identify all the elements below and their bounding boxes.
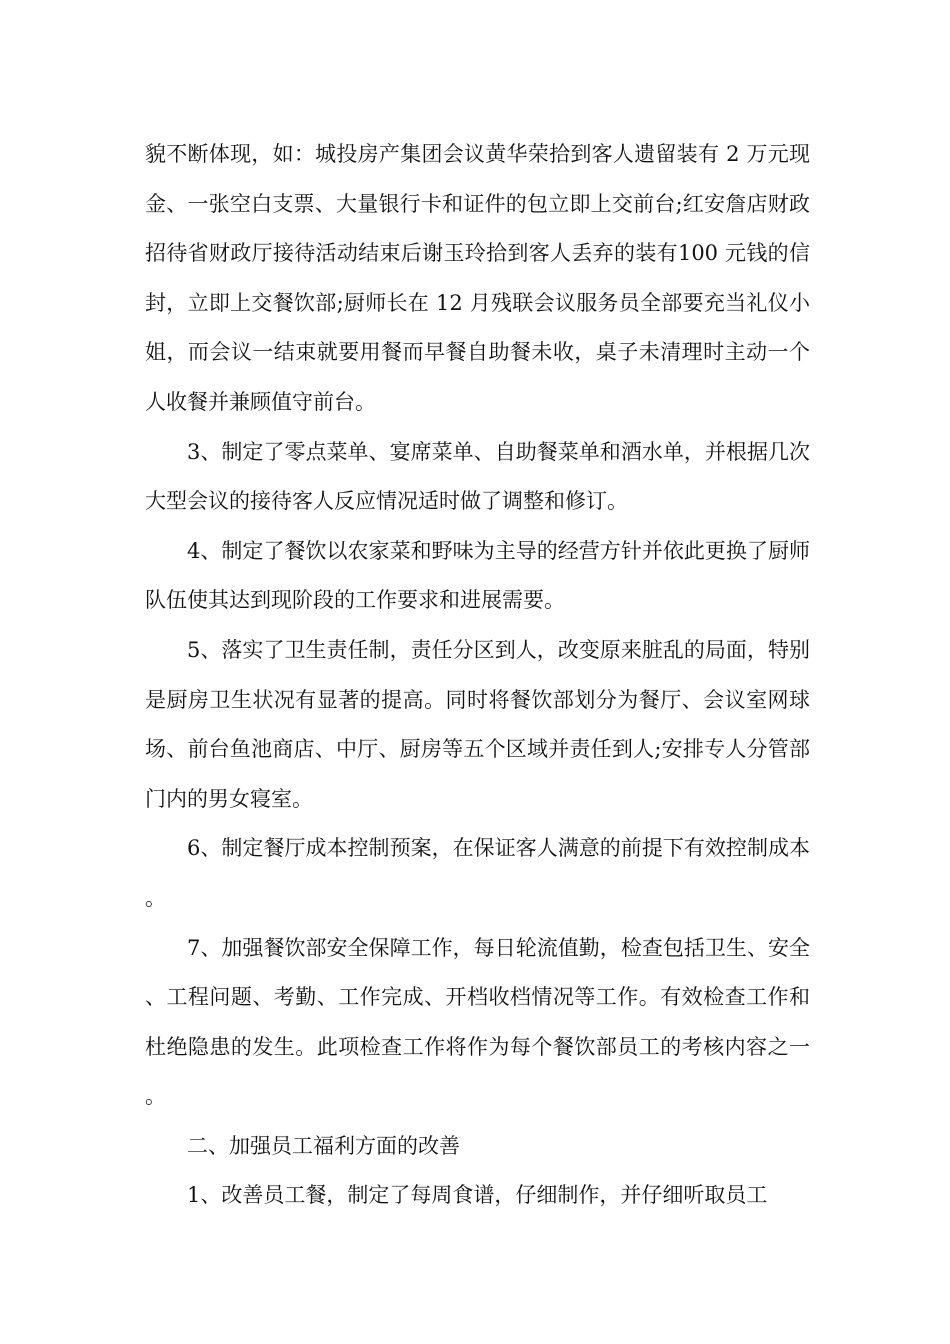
paragraph-item-4: 4、制定了餐饮以农家菜和野味为主导的经营方针并依此更换了厨师队伍使其达到现阶段的工作要求和进展需要。 <box>145 538 810 613</box>
paragraph-continuation: 貌不断体现，如：城投房产集团会议黄华荣拾到客人遗留装有 2 万元现金、一张空白支票、大量银行卡和证件的包立即上交前台;红安詹店财政招待省财政厅接待活动结束后谢玉玲拾到客人丢弃的装有100 元钱的信封，立即上交餐饮部;厨师长在 12 月残联会议服务员全部要充当礼仪小姐，而会议一结束就要用餐而早餐自助餐未收，桌子未清理时主动一个人收餐并兼顾值守前台。 <box>145 142 810 414</box>
paragraph-item-3: 3、制定了零点菜单、宴席菜单、自助餐菜单和酒水单，并根据几次大型会议的接待客人反应情况适时做了调整和修订。 <box>145 439 810 514</box>
paragraph-item-6: 6、制定餐厅成本控制预案，在保证客人满意的前提下有效控制成本。 <box>145 836 810 910</box>
paragraph-item-5: 5、落实了卫生责任制，责任分区到人，改变原来脏乱的局面，特别是厨房卫生状况有显著的提高。同时将餐饮部划分为餐厅、会议室网球场、前台鱼池商店、中厅、厨房等五个区域并责任到人;安排专人分管部门内的男女寝室。 <box>145 637 810 811</box>
paragraph-item-1: 1、改善员工餐，制定了每周食谱，仔细制作，并仔细听取员工 <box>187 1183 768 1208</box>
paragraph-item-7: 7、加强餐饮部安全保障工作，每日轮流值勤，检查包括卫生、安全、工程问题、考勤、工作完成、开档收档情况等工作。有效检查工作和杜绝隐患的发生。此项检查工作将作为每个餐饮部员工的考核内容之一。 <box>145 935 810 1109</box>
section-heading: 二、加强员工福利方面的改善 <box>187 1133 460 1158</box>
document-body <box>145 130 810 1221</box>
